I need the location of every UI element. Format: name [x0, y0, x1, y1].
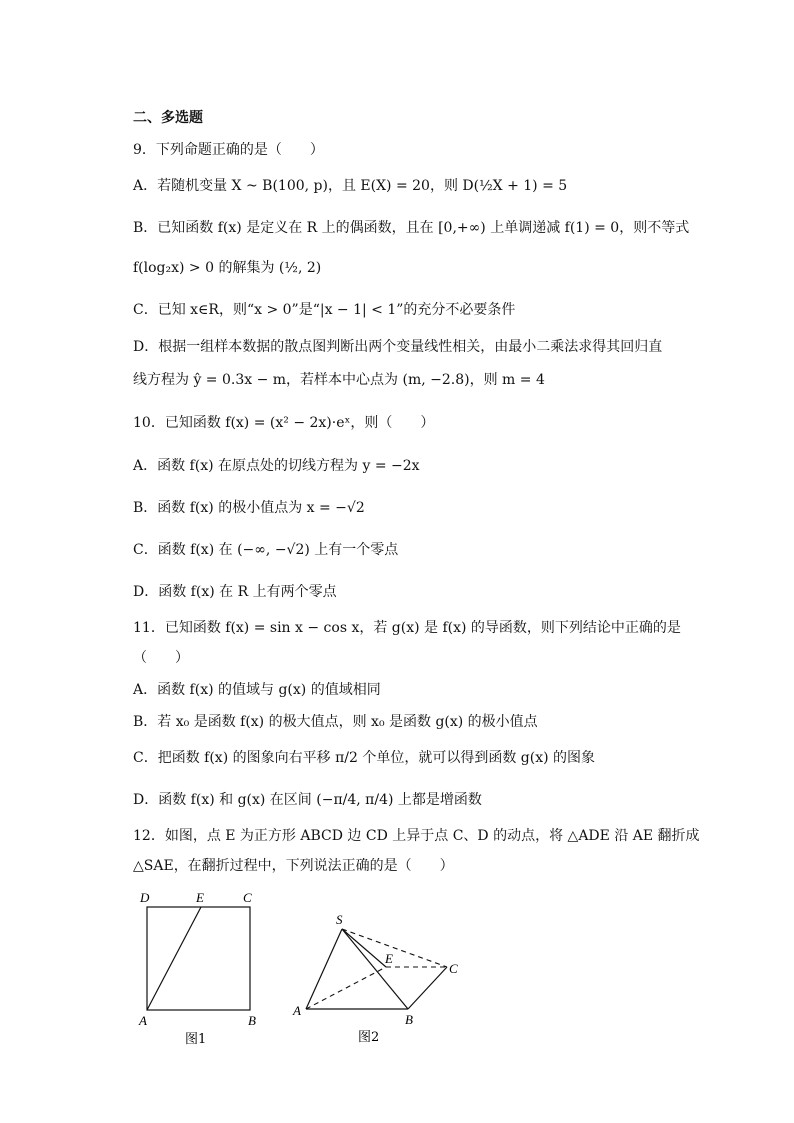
label-e: E — [196, 890, 204, 905]
edge-sb — [342, 929, 408, 1009]
label-a: A — [139, 1013, 147, 1028]
q9-stem: 9．下列命题正确的是（ ） — [133, 142, 324, 158]
label-b2: B — [405, 1012, 413, 1027]
q11-option-a: A．函数 f(x) 的值域与 g(x) 的值域相同 — [133, 682, 381, 698]
q9-option-a: A．若随机变量 X ~ B(100, p)，且 E(X) = 20，则 D(½X + 1) = 5 — [133, 178, 568, 194]
q11-stem-cont: （ ） — [133, 650, 189, 666]
label-c: C — [243, 890, 252, 905]
q12-stem: 12．如图，点 E 为正方形 ABCD 边 CD 上异于点 C、D 的动点，将 △ADE 沿 AE 翻折成 — [133, 828, 700, 844]
edge-se — [342, 929, 386, 967]
q9-option-b: B．已知函数 f(x) 是定义在 R 上的偶函数，且在 [0,+∞) 上单调递减 f(1) = 0，则不等式 — [133, 220, 690, 236]
label-b: B — [248, 1013, 256, 1028]
label-c2: C — [449, 961, 458, 976]
q9-option-b-cont: f(log₂x) > 0 的解集为 (½, 2) — [133, 260, 322, 276]
q11-stem: 11．已知函数 f(x) = sin x − cos x，若 g(x) 是 f(x) 的导函数，则下列结论中正确的是 — [133, 620, 681, 636]
edge-ae-dashed — [306, 967, 386, 1009]
q11-option-b: B．若 x₀ 是函数 f(x) 的极大值点，则 x₀ 是函数 g(x) 的极小值点 — [133, 714, 538, 730]
section-heading: 二、多选题 — [133, 110, 203, 126]
q10-option-c: C．函数 f(x) 在 (−∞, −√2) 上有一个零点 — [133, 542, 399, 558]
q12-stem-cont: △SAE，在翻折过程中，下列说法正确的是（ ） — [133, 858, 454, 874]
figure-1 — [130, 885, 270, 1050]
q11-option-c: C．把函数 f(x) 的图象向右平移 π/2 个单位，就可以得到函数 g(x) 的图象 — [133, 750, 596, 766]
label-d: D — [140, 890, 150, 905]
label-e2: E — [385, 951, 393, 966]
edge-sa — [306, 929, 342, 1009]
q9-option-d: D．根据一组样本数据的散点图判断出两个变量线性相关，由最小二乘法求得其回归直 — [133, 339, 663, 355]
segment-ae — [147, 907, 201, 1010]
label-s: S — [336, 912, 343, 927]
figure-2-caption: 图2 — [358, 1030, 380, 1045]
figure-1-caption: 图1 — [185, 1032, 207, 1047]
figure-2 — [290, 905, 470, 1050]
q10-stem: 10．已知函数 f(x) = (x² − 2x)·eˣ，则（ ） — [133, 415, 435, 431]
label-a2: A — [293, 1003, 301, 1018]
q10-option-d: D．函数 f(x) 在 R 上有两个零点 — [133, 584, 337, 600]
square-abcd — [147, 907, 250, 1010]
q10-option-a: A．函数 f(x) 在原点处的切线方程为 y = −2x — [133, 458, 420, 474]
q10-option-b: B．函数 f(x) 的极小值点为 x = −√2 — [133, 500, 365, 516]
q9-option-d-cont: 线方程为 ŷ = 0.3x − m，若样本中心点为 (m, −2.8)，则 m = 4 — [133, 372, 545, 388]
q11-option-d: D．函数 f(x) 和 g(x) 在区间 (−π/4, π/4) 上都是增函数 — [133, 792, 482, 808]
q9-option-c: C．已知 x∈R，则“x > 0”是“|x − 1| < 1”的充分不必要条件 — [133, 302, 516, 318]
edge-bc — [408, 967, 447, 1009]
